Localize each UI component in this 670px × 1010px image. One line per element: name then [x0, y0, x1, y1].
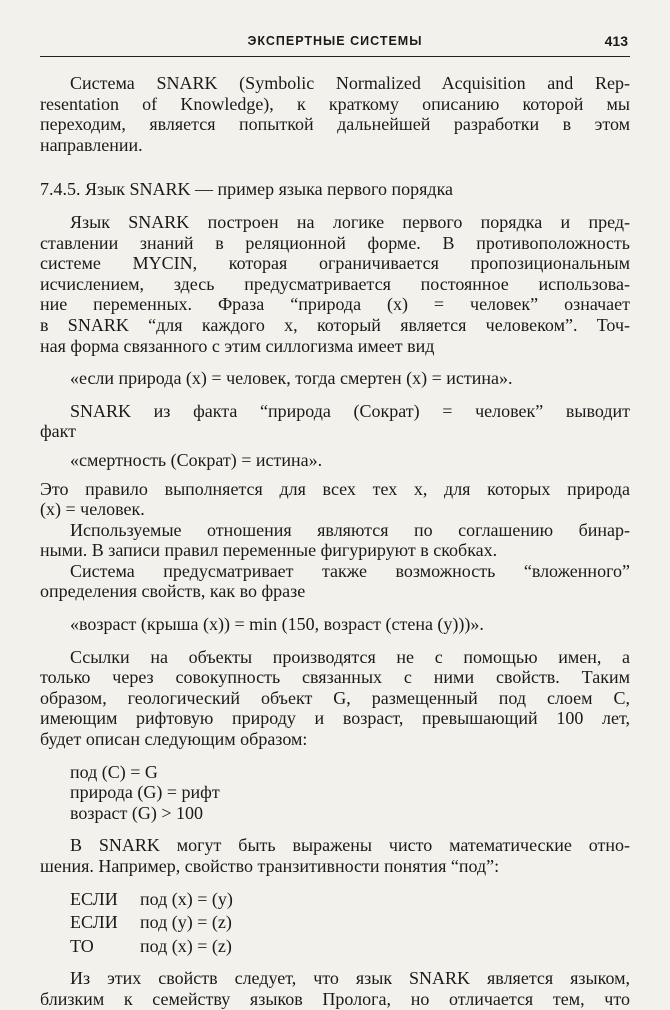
text-line: (x) = человек.: [40, 499, 145, 520]
paragraph-6: [40, 647, 630, 750]
text-line: в SNARK “для каждого x, который является человеком”. Точ-: [40, 314, 630, 335]
text-line: будет описан следующим образом:: [40, 729, 308, 750]
rule-keyword: ЕСЛИ: [70, 888, 118, 909]
text-line: только через совокупность связанных с ними свойств. Таким: [40, 667, 630, 688]
transitivity-rule: [40, 889, 630, 957]
intro-paragraph: [40, 73, 630, 155]
text-line: Ссылки на объекты производятся не с помощью имен, а: [70, 646, 630, 667]
text-line: образом, геологический объект G, размещенный под слоем C,: [40, 687, 630, 708]
text-line: Система предусматривает также возможность “вложенного”: [70, 560, 630, 581]
formula-2: «смертность (Сократ) = истина».: [70, 449, 323, 470]
text-line: ная форма связанного с этим силлогизма имеет вид: [40, 335, 435, 356]
rule-keyword: ЕСЛИ: [70, 912, 118, 933]
text-line: Система SNARK (Symbolic Normalized Acquisition and Rep-: [70, 73, 630, 93]
text-line: близким к семейству языков Пролога, но отличается тем, что: [40, 988, 630, 1009]
formula-3: «возраст (крыша (x)) = min (150, возраст (стена (y)))».: [70, 614, 484, 635]
object-description: [40, 762, 630, 824]
page-header: [40, 30, 630, 57]
text-line: системе MYCIN, которая ограничивается пропозициональным: [40, 253, 630, 274]
rule-line: [40, 936, 630, 957]
rule-line: [40, 912, 630, 933]
text-line: исчислением, здесь предусматривается постоянное использова-: [40, 273, 630, 294]
text-line: ными. В записи правил переменные фигурируют в скобках.: [40, 540, 498, 561]
section-heading: 7.4.5. Язык SNARK — пример языка первого порядка: [40, 179, 454, 200]
paragraph-2: [40, 401, 630, 442]
text-line: SNARK из факта “природа (Сократ) = человек” выводит: [70, 400, 630, 421]
text-line: Из этих свойств следует, что язык SNARK является языком,: [70, 968, 630, 989]
text-line: определения свойств, как во фразе: [40, 581, 306, 602]
running-head: ЭКСПЕРТНЫЕ СИСТЕМЫ: [247, 34, 423, 48]
paragraph-3: [40, 479, 630, 520]
page-body: [40, 73, 630, 1010]
page-number: 413: [604, 33, 628, 49]
text-line: имеющим рифтовую природу и возраст, превышающий 100 лет,: [40, 708, 630, 729]
rule-expression: под (x) = (y): [140, 888, 233, 909]
formula-line: природа (G) = рифт: [70, 782, 220, 803]
text-line: переходим, является попыткой дальнейшей разработки в этом: [40, 114, 630, 135]
text-line: resentation of Knowledge), к краткому описанию которой мы: [40, 93, 630, 114]
text-line: Язык SNARK построен на логике первого порядка и пред-: [70, 211, 630, 232]
text-line: Это правило выполняется для всех тех x, для которых природа: [40, 478, 630, 499]
formula-line: под (C) = G: [70, 761, 158, 782]
text-line: ставлении знаний в реляционной форме. В противоположность: [40, 232, 630, 253]
rule-expression: под (x) = (z): [140, 935, 232, 956]
paragraph-7: [40, 835, 630, 876]
paragraph-8: [40, 968, 630, 1009]
formula-line: возраст (G) > 100: [70, 802, 203, 823]
book-page: [40, 30, 630, 1010]
formula-1: «если природа (x) = человек, тогда смертен (x) = истина».: [70, 368, 513, 389]
rule-keyword: ТО: [70, 935, 94, 956]
text-line: В SNARK могут быть выражены чисто математические отно-: [70, 835, 630, 856]
paragraph-4: [40, 520, 630, 561]
text-line: шения. Например, свойство транзитивности понятия “под”:: [40, 856, 500, 876]
paragraph-5: [40, 561, 630, 602]
text-line: Используемые отношения являются по соглашению бинар-: [70, 519, 630, 540]
text-line: направлении.: [40, 134, 143, 155]
rule-expression: под (y) = (z): [140, 912, 232, 933]
rule-line: [40, 889, 630, 910]
paragraph-1: [40, 212, 630, 356]
text-line: ние переменных. Фраза “природа (x) = человек” означает: [40, 294, 630, 315]
text-line: факт: [40, 421, 77, 442]
